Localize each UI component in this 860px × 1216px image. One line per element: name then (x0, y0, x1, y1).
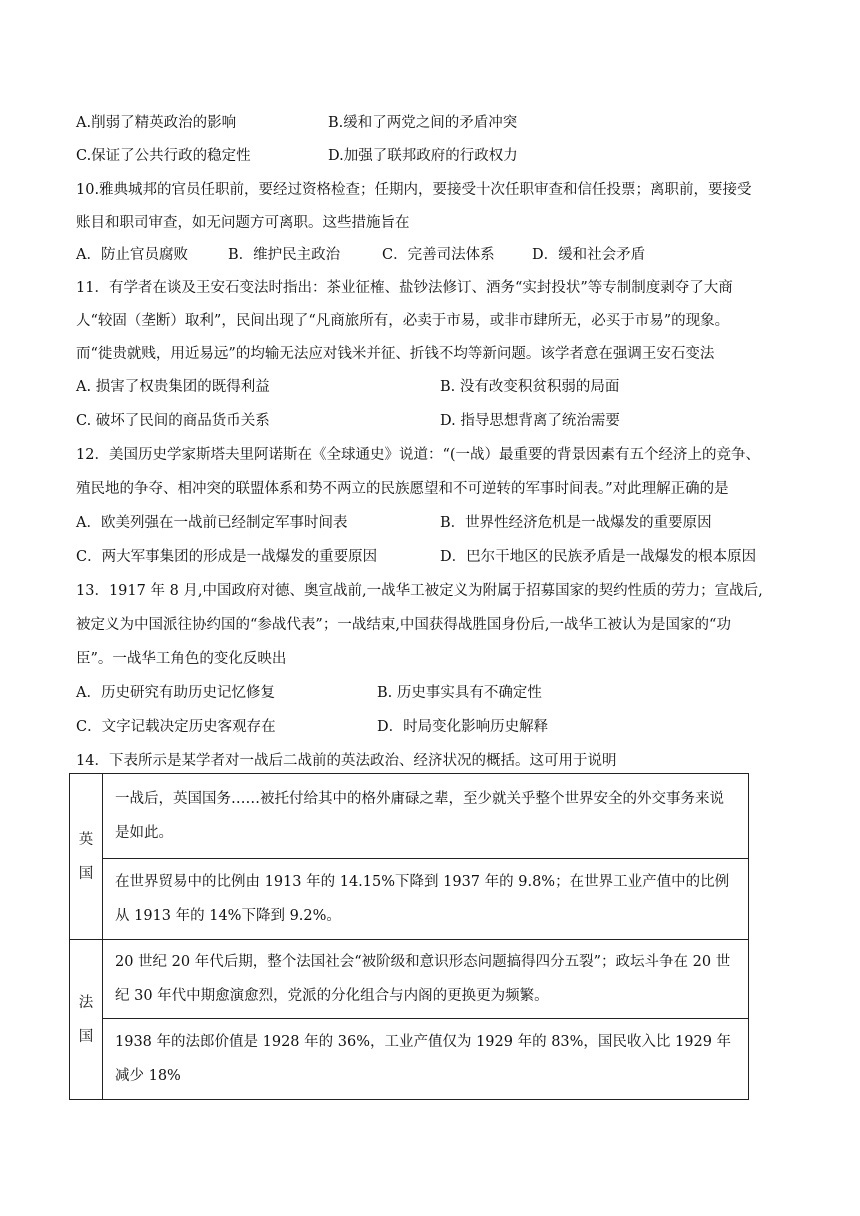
uk-economy-cell: 在世界贸易中的比例由 1913 年的 14.15%下降到 1937 年的 9.8%；在世界工业产值中的比例从 1913 年的 14%下降到 9.2%。 (103, 859, 749, 940)
q12-option-c: C．两大军事集团的形成是一战爆发的重要原因 (76, 549, 378, 565)
country-char: 国 (78, 1028, 94, 1045)
q13-stem-line-1: 13．1917 年 8 月,中国政府对德、奥宣战前,一战华工被定义为附属于招募国家的契约性质的劳力；宣战后, (76, 583, 763, 599)
q12-options-row-1 (76, 511, 796, 533)
table-row (70, 859, 749, 940)
q11-options-row-2 (76, 409, 796, 431)
q11-options-row-1 (76, 375, 796, 397)
q11-option-c: C. 破坏了民间的商品货币关系 (76, 413, 270, 429)
q11-option-a: A. 损害了权贵集团的既得利益 (76, 379, 270, 395)
table-row (70, 1019, 749, 1100)
country-cell-uk (70, 774, 103, 940)
q11-option-d: D. 指导思想背离了统治需要 (440, 413, 620, 429)
q12-stem-line-1: 12．美国历史学家斯塔夫里阿诺斯在《全球通史》说道：“(一战）最重要的背景因素有五个经济上的竞争、 (76, 447, 761, 463)
table-row (70, 940, 749, 1019)
q14-stem: 14．下表所示是某学者对一战后二战前的英法政治、经济状况的概括。这可用于说明 (76, 753, 617, 769)
q10-option-b: B．维护民主政治 (228, 247, 341, 263)
q10-stem-line-2: 账目和职司审查，如无问题方可离职。这些措施旨在 (76, 215, 410, 231)
q12-stem-line-2: 殖民地的争夺、相冲突的联盟体系和势不两立的民族愿望和不可逆转的军事时间表。”对此理解正确的是 (76, 481, 729, 497)
prev-option-c: C.保证了公共行政的稳定性 (76, 148, 251, 164)
country-char: 英 (78, 831, 94, 848)
q14-table (69, 773, 749, 1100)
q10-stem-line-1: 10.雅典城邦的官员任职前，要经过资格检查；任期内，要接受十次任职审查和信任投票；离职前，要接受 (76, 182, 752, 198)
uk-politics-cell: 一战后，英国国务……被托付给其中的格外庸碌之辈，至少就关乎整个世界安全的外交事务来说是如此。 (103, 774, 749, 859)
q12-option-a: A．欧美列强在一战前已经制定军事时间表 (76, 515, 348, 531)
france-politics-cell: 20 世纪 20 年代后期，整个法国社会“被阶级和意识形态问题搞得四分五裂”；政坛斗争在 20 世纪 30 年代中期愈演愈烈，党派的分化组合与内阁的更换更为频繁。 (103, 940, 749, 1019)
prev-option-b: B.缓和了两党之间的矛盾冲突 (328, 115, 518, 131)
q11-stem-line-2: 人“较固（垄断）取利”，民间出现了“凡商旅所有，必卖于市易，或非市肆所无，必买于市易”的现象。 (76, 313, 730, 329)
table-row (70, 774, 749, 859)
q10-options (76, 243, 796, 265)
q10-option-c: C．完善司法体系 (382, 247, 495, 263)
q10-option-d: D．缓和社会矛盾 (532, 247, 646, 263)
q12-option-d: D．巴尔干地区的民族矛盾是一战爆发的根本原因 (440, 549, 757, 565)
country-cell-france (70, 940, 103, 1100)
q13-stem-line-2: 被定义为中国派往协约国的“参战代表”；一战结束,中国获得战胜国身份后,一战华工被认为是国家的“功 (76, 617, 731, 633)
france-economy-cell: 1938 年的法郎价值是 1928 年的 36%，工业产值仅为 1929 年的 83%，国民收入比 1929 年减少 18% (103, 1019, 749, 1100)
country-char: 国 (78, 865, 94, 882)
q13-option-a: A．历史研究有助历史记忆修复 (76, 685, 275, 701)
q11-option-b: B. 没有改变积贫积弱的局面 (440, 379, 620, 395)
q12-options-row-2 (76, 545, 796, 567)
q11-stem-line-1: 11．有学者在谈及王安石变法时指出：茶业征榷、盐钞法修订、酒务“实封投状”等专制制度剥夺了大商 (76, 280, 733, 296)
q13-options-row-2 (76, 715, 796, 737)
prev-options-row-2 (76, 144, 796, 166)
q13-option-d: D．时局变化影响历史解释 (377, 719, 549, 735)
prev-option-d: D.加强了联邦政府的行政权力 (328, 148, 518, 164)
q12-option-b: B．世界性经济危机是一战爆发的重要原因 (440, 515, 712, 531)
q10-option-a: A．防止官员腐败 (76, 247, 188, 263)
q13-option-b: B. 历史事实具有不确定性 (377, 685, 542, 701)
q13-option-c: C．文字记载决定历史客观存在 (76, 719, 276, 735)
q13-options-row-1 (76, 681, 796, 703)
country-char: 法 (78, 994, 94, 1011)
prev-options-row-1 (76, 111, 796, 133)
q11-stem-line-3: 而“徙贵就贱，用近易远”的均输无法应对钱米并征、折钱不均等新问题。该学者意在强调王安石变法 (76, 346, 715, 362)
prev-option-a: A.削弱了精英政治的影响 (76, 115, 237, 131)
q13-stem-line-3: 臣”。一战华工角色的变化反映出 (76, 651, 287, 667)
